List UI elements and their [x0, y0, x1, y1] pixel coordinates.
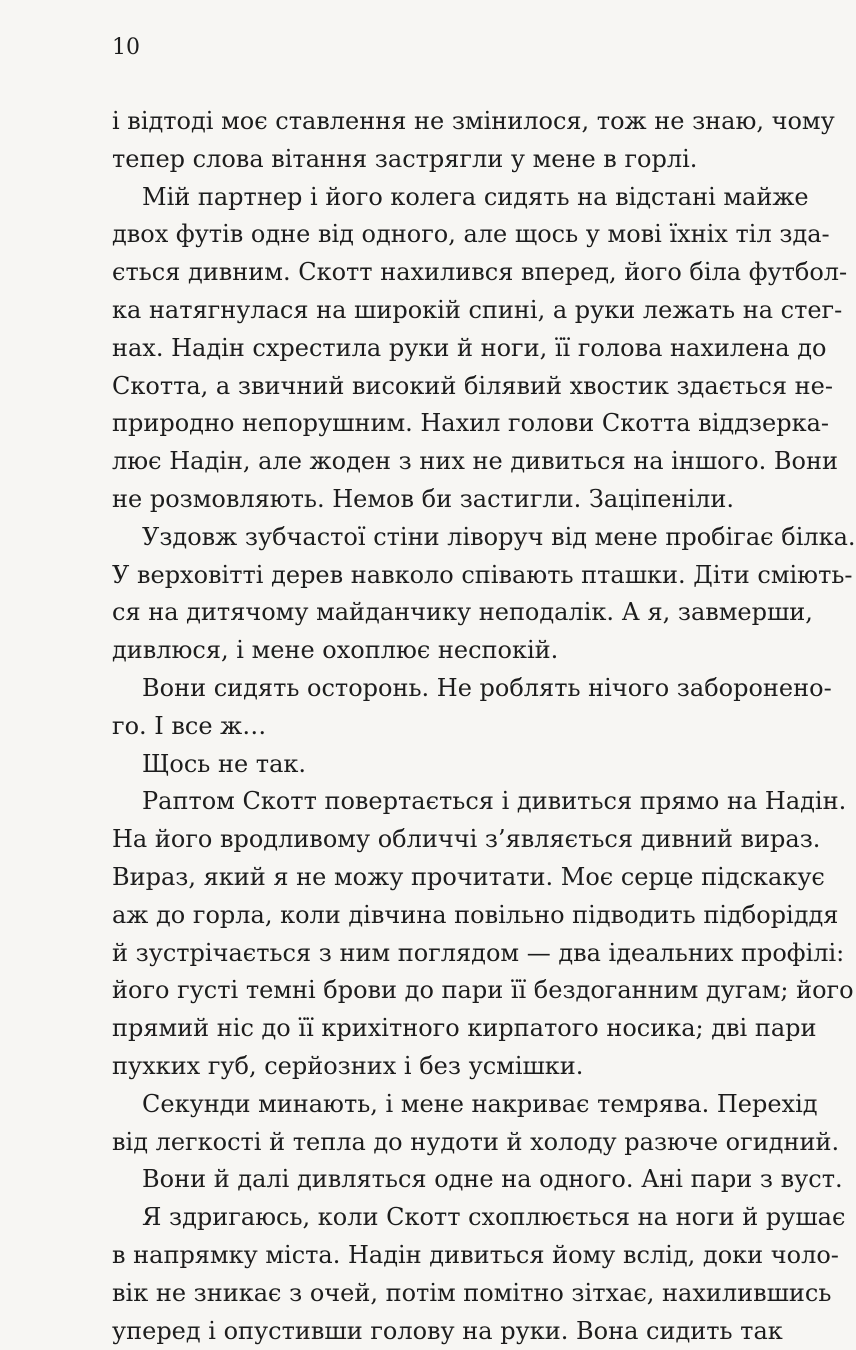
text-line: Щось не так.	[112, 746, 762, 784]
text-line: двох футів одне від одного, але щось у мові їхніх тіл зда-	[112, 216, 762, 254]
text-line: У верховітті дерев навколо співають пташки. Діти сміють-	[112, 557, 762, 595]
text-line: прямий ніс до її крихітного кирпатого носика; дві пари	[112, 1010, 762, 1048]
text-line: Раптом Скотт повертається і дивиться прямо на Надін.	[112, 783, 762, 821]
text-line: нах. Надін схрестила руки й ноги, її голова нахилена до	[112, 330, 762, 368]
text-line: тепер слова вітання застрягли у мене в горлі.	[112, 141, 762, 179]
text-line: аж до горла, коли дівчина повільно підводить підборіддя	[112, 897, 762, 935]
text-line: лює Надін, але жоден з них не дивиться на іншого. Вони	[112, 443, 762, 481]
text-line: дивлюся, і мене охоплює неспокій.	[112, 632, 762, 670]
page-number: 10	[112, 34, 140, 62]
text-line: пухких губ, серйозних і без усмішки.	[112, 1048, 762, 1086]
text-line: Секунди минають, і мене накриває темрява. Перехід	[112, 1086, 762, 1124]
text-line: го. І все ж…	[112, 708, 762, 746]
text-line: не розмовляють. Немов би застигли. Заціпеніли.	[112, 481, 762, 519]
body-text	[112, 103, 762, 1350]
text-line: й зустрічається з ним поглядом — два ідеальних профілі:	[112, 935, 762, 973]
text-line: його густі темні брови до пари її бездоганним дугам; його	[112, 972, 762, 1010]
text-line: Вони й далі дивляться одне на одного. Ані пари з вуст.	[112, 1161, 762, 1199]
text-line: і відтоді моє ставлення не змінилося, тож не знаю, чому	[112, 103, 762, 141]
text-line: Мій партнер і його колега сидять на відстані майже	[112, 179, 762, 217]
text-line: ка натягнулася на широкій спині, а руки лежать на стег-	[112, 292, 762, 330]
text-line: Вони сидять осторонь. Не роблять нічого забороненo-	[112, 670, 762, 708]
text-line: ся на дитячому майданчику неподалік. А я, завмерши,	[112, 594, 762, 632]
text-line: Вираз, який я не можу прочитати. Моє серце підскакує	[112, 859, 762, 897]
text-line: природно непорушним. Нахил голови Скотта віддзеркa-	[112, 405, 762, 443]
text-line: від легкості й тепла до нудоти й холоду разюче огидний.	[112, 1124, 762, 1162]
text-line: Скотта, а звичний високий білявий хвостик здається не-	[112, 368, 762, 406]
text-line: уперед і опустивши голову на руки. Вона сидить так	[112, 1313, 762, 1350]
text-line: ється дивним. Скотт нахилився вперед, його біла футбол-	[112, 254, 762, 292]
text-line: На його вродливому обличчі з’являється дивний вираз.	[112, 821, 762, 859]
text-line: в напрямку міста. Надін дивиться йому вслід, доки чоло-	[112, 1237, 762, 1275]
text-line: Я здригаюсь, коли Скотт схоплюється на ноги й рушає	[112, 1199, 762, 1237]
text-line: Уздовж зубчастої стіни ліворуч від мене пробігає білка.	[112, 519, 762, 557]
text-line: вік не зникає з очей, потім помітно зітхає, нахилившись	[112, 1275, 762, 1313]
